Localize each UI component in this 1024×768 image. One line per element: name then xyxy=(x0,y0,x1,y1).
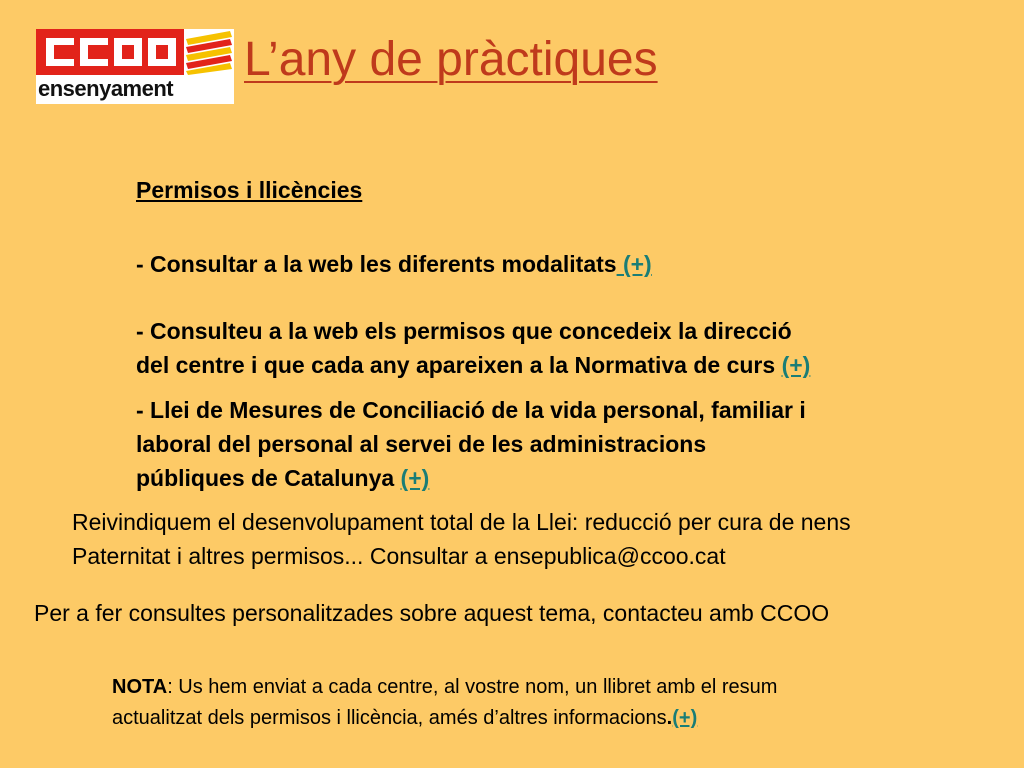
contact-paragraph: Per a fer consultes personalitzades sobre aquest tema, contacteu amb CCOO xyxy=(34,600,830,626)
nota-line-2: actualitzat dels permisos i llicència, amés d’altres informacions.(+) xyxy=(112,707,698,729)
list-item-text-line: públiques de Catalunya (+) xyxy=(136,465,430,491)
list-item-text: - Llei de Mesures de Conciliació de la vida personal, familiar i xyxy=(136,397,806,423)
list-item-text-line: del centre i que cada any apareixen a la Normativa de curs (+) xyxy=(136,352,811,378)
reivindiquem-line-1: Reivindiquem el desenvolupament total de la Llei: reducció per cura de nens xyxy=(72,509,851,535)
logo-wordmark: ensenyament xyxy=(38,76,174,101)
list-item-text: - Consultar a la web les diferents modalitats xyxy=(136,251,617,277)
nota-label: NOTA xyxy=(112,676,168,698)
more-info-link-llei[interactable]: (+) xyxy=(400,465,430,491)
more-info-link-llibret[interactable]: (+) xyxy=(672,707,698,729)
list-item-text-line: laboral del personal al servei de les administracions xyxy=(136,431,707,457)
list-item xyxy=(136,393,806,495)
ccoo-logo xyxy=(36,29,234,104)
nota-dot: . xyxy=(666,707,673,729)
section-subtitle: Permisos i llicències xyxy=(136,177,363,203)
nota-line-1: NOTA: Us hem enviat a cada centre, al vostre nom, un llibret amb el resum xyxy=(112,676,778,698)
reivindiquem-paragraph xyxy=(72,505,851,573)
reivindiquem-line-2: Paternitat i altres permisos... Consultar a ensepublica@ccoo.cat xyxy=(72,543,726,569)
list-item xyxy=(136,247,652,281)
nota-paragraph xyxy=(112,672,777,734)
list-item xyxy=(136,314,810,382)
ccoo-logo-mark xyxy=(36,29,234,75)
more-info-link-normativa[interactable]: (+) xyxy=(781,352,811,378)
page-title: L’any de pràctiques xyxy=(244,33,658,86)
more-info-link-modalitats[interactable]: (+) xyxy=(616,251,652,277)
list-item-text: - Consulteu a la web els permisos que concedeix la direcció xyxy=(136,318,792,344)
